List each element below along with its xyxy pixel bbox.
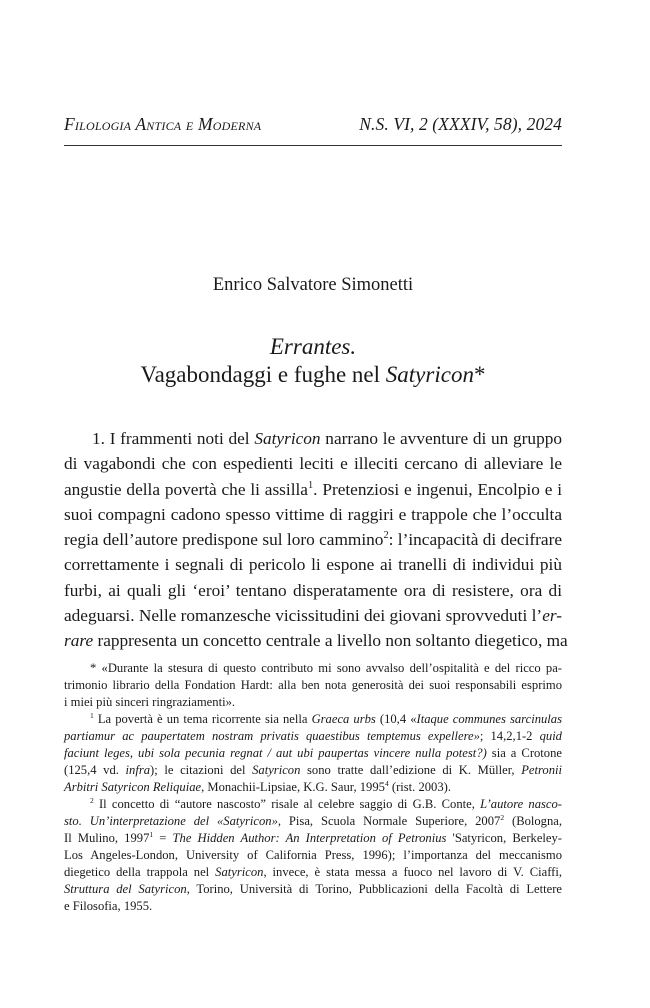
footnote-line: diegetico della trappola nel Satyricon, invece, è stata messa a fuoco nel lavoro di V. Ciaffi,	[64, 865, 562, 879]
body-line: adeguarsi. Nelle romanzesche vicissitudini dei giovani sprovveduti l’er-	[64, 606, 562, 626]
footnote-line: e Filosofia, 1955.	[64, 899, 153, 913]
footnote-line: Struttura del Satyricon, Torino, Università di Torino, Pubblicazioni della Facoltà di Lettere	[64, 882, 562, 896]
article-subtitle: Vagabondaggi e fughe nel Satyricon*	[140, 362, 486, 387]
footnote-star: * «Durante la stesura di questo contributo mi sono avvalso dell’ospitalità e del ricco pa-	[90, 661, 562, 675]
body-line: rare rappresenta un concetto centrale a livello non soltanto diegetico, ma	[64, 631, 568, 651]
subtitle-italic-work: Satyricon	[385, 362, 474, 387]
footnote-line: trimonio librario della Fondation Hardt: alla ben nota generosità dei suoi responsabili esprimo	[64, 678, 562, 692]
footnote-line: Il Mulino, $1997^1$ = The Hidden Author: An Interpretation of Petronius 'Satyricon, Berkeley-	[64, 829, 562, 845]
header-rule	[64, 145, 562, 146]
footnote-line: (125,4 vd. infra); le citazioni del Satyricon sono tratte dall’edizione di K. Müller, Petronii	[64, 763, 562, 777]
footnote-line: i miei più sinceri ringraziamenti».	[64, 695, 236, 709]
footnote-line: sto. Un’interpretazione del «Satyricon», Pisa, Scuola Normale Superiore, 2007$^2$ (Bologna,	[64, 812, 563, 828]
footnote-line: partiamur ac paupertatem nostram privatis quaestibus temptemus expellere»; 14,2,1-2 quid	[64, 729, 562, 743]
footnotes	[64, 660, 562, 915]
body-paragraph	[64, 426, 568, 654]
footnote-ref-2[interactable]: 2	[383, 530, 389, 542]
body-line: angustie della povertà che li assilla$^1$. Pretenziosi e ingenui, Encolpio e i	[64, 479, 563, 499]
footnote-ref-1[interactable]: 1	[307, 479, 314, 491]
footnote-1: $^1$ La povertà è un tema ricorrente sia nella Graeca urbs (10,4 «Itaque communes sarcinulas	[90, 710, 562, 726]
footnote-line: faciunt leges, ubi sola pecunia regnat / aut ubi paupertas vincere nulla potest?) sia a Crotone	[64, 746, 562, 760]
footnote-line: Arbitri Satyricon Reliquiae, Monachii-Lipsiae, K.G. Saur, 1995$^4$ (rist. 2003).	[64, 778, 451, 794]
body-line: regia dell’autore predispone sul loro cammino$^2$: l’incapacità di decifrare	[64, 530, 562, 550]
running-header	[64, 114, 562, 135]
footnote-line: Los Angeles-London, University of California Press, 1996); l’importanza del meccanismo	[64, 848, 562, 862]
footnote-2: $^2$ Il concetto di “autore nascosto” risale al celebre saggio di G.B. Conte, L’autore nasco-	[90, 795, 563, 811]
body-line: di vagabondi che con espedienti leciti e illeciti cercano di alleviare le	[64, 454, 562, 474]
article-title: Errantes.	[269, 334, 357, 359]
journal-name: Filologia Antica e Moderna	[64, 114, 262, 134]
body-line: suoi compagni cadono spesso vittime di raggiri e trappole che l’occulta	[64, 504, 562, 524]
body-line: correttamente i segnali di pericolo li espone ai tranelli di individui più	[64, 555, 562, 575]
body-line: furbi, ai quali gli ‘eroi’ tentano disperatamente ora di resistere, ora di	[64, 580, 562, 600]
article-author: Enrico Salvatore Simonetti	[212, 275, 414, 295]
issue-info: N.S. VI, 2 (XXXIV, 58), 2024	[359, 114, 562, 134]
body-line: 1. I frammenti noti del Satyricon narrano le avventure di un gruppo	[92, 429, 562, 448]
